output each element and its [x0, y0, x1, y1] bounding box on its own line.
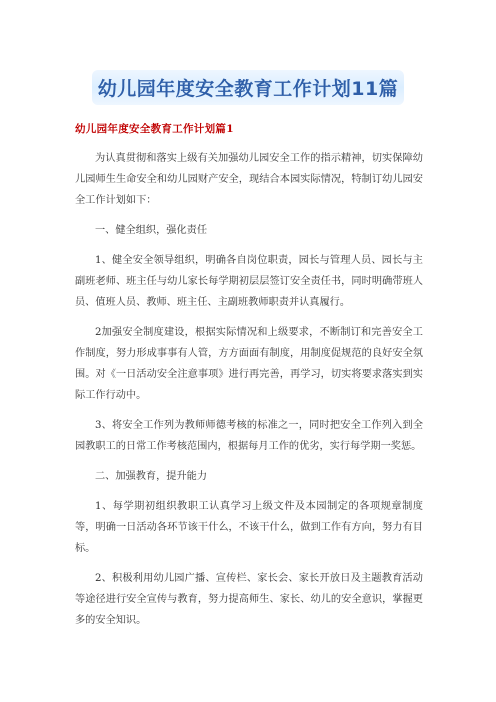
- document-body: [75, 148, 423, 640]
- paragraph-item: 1、每学期初组织教职工认真学习上级文件及本园制定的各项规章制度等，明确一日活动各环节该干什么，不该干什么，做到工作有方向，努力有目标。: [75, 501, 423, 554]
- paragraph-heading-1: 一、健全组织，强化责任: [95, 225, 208, 236]
- document-title: 幼儿园年度安全教育工作计划11篇: [92, 70, 404, 105]
- section-heading: 幼儿园年度安全教育工作计划篇1: [75, 123, 234, 135]
- paragraph-item: 3、将安全工作列为教师师德考核的标准之一，同时把安全工作列入到全园教职工的日常工作考核范围内，根据每月工作的优劣，实行每学期一奖惩。: [75, 420, 423, 452]
- title-container: [0, 70, 496, 105]
- paragraph-heading-2: 二、加强教育，提升能力: [95, 471, 208, 482]
- paragraph-item: 1、健全安全领导组织，明确各自岗位职责，园长与管理人员、园长与主副班老师、班主任与幼儿家长每学期初层层签订安全责任书，同时明确带班人员、值班人员、教师、班主任、主副班教师职责并认真履行。: [75, 255, 423, 308]
- paragraph-intro: 为认真贯彻和落实上级有关加强幼儿园安全工作的指示精神，切实保障幼儿园师生生命安全和幼儿园财产安全，现结合本园实际情况，特制订幼儿园安全工作计划如下：: [75, 153, 423, 206]
- paragraph-item: 2加强安全制度建设，根据实际情况和上级要求，不断制订和完善安全工作制度，努力形成事事有人管，方方面面有制度，用制度促规范的良好安全氛围。对《一日活动安全注意事项》进行再完善，再学习，切实将要求落实到实际工作行动中。: [75, 327, 423, 401]
- paragraph-item: 2、积极利用幼儿园广播、宣传栏、家长会、家长开放日及主题教育活动等途径进行安全宣传与教育，努力提高师生、家长、幼儿的安全意识，掌握更多的安全知识。: [75, 573, 423, 626]
